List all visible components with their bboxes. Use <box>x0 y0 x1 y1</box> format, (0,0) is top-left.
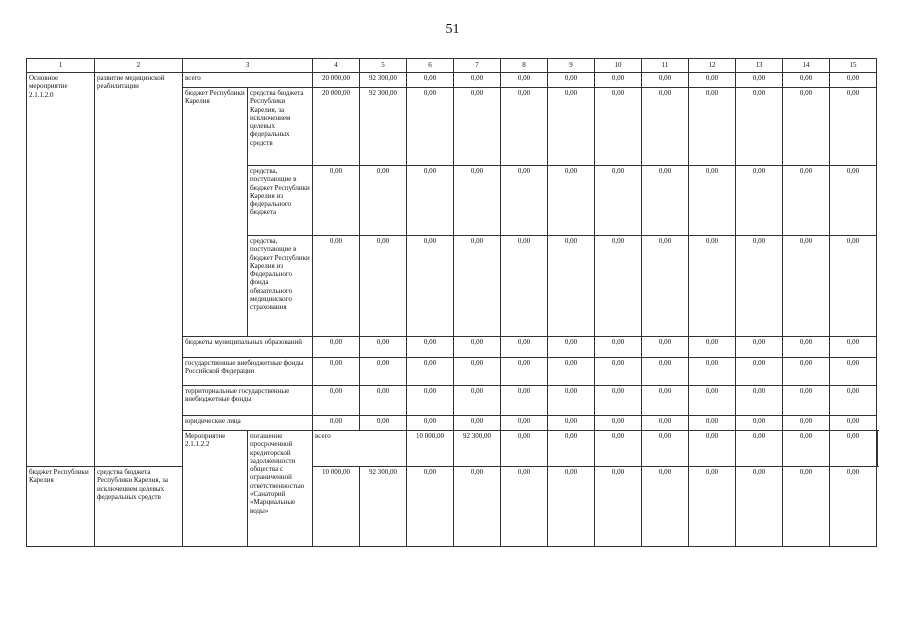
value-cell: 0,00 <box>454 416 501 431</box>
value-cell: 92 300,00 <box>454 431 501 467</box>
value-cell: 0,00 <box>501 88 548 166</box>
source-label: средства бюджета Республики Карелия, за исключением целевых федеральных средств <box>95 467 183 547</box>
value-cell: 0,00 <box>689 337 736 358</box>
value-cell: 0,00 <box>407 88 454 166</box>
value-cell: 0,00 <box>313 337 360 358</box>
value-cell: 0,00 <box>642 358 689 386</box>
value-cell: 0,00 <box>595 166 642 236</box>
value-cell: 0,00 <box>642 88 689 166</box>
value-cell: 0,00 <box>548 416 595 431</box>
value-cell: 0,00 <box>360 236 407 337</box>
source-label: юридические лица <box>183 416 313 431</box>
source-label: средства бюджета Республики Карелия, за исключением целевых федеральных средств <box>248 88 313 166</box>
source-label: средства, поступающие в бюджет Республики Карелия из федерального бюджета <box>248 166 313 236</box>
value-cell: 0,00 <box>830 431 877 467</box>
value-cell: 0,00 <box>548 88 595 166</box>
value-cell: 0,00 <box>548 73 595 88</box>
value-cell: 0,00 <box>736 337 783 358</box>
header-cell: 11 <box>642 59 689 73</box>
source-label: бюджеты муниципальных образований <box>183 337 313 358</box>
value-cell: 0,00 <box>830 166 877 236</box>
measure-name: Основное мероприятие 2.1.1.2.0 <box>27 73 95 467</box>
value-cell: 0,00 <box>501 236 548 337</box>
value-cell: 10 000,00 <box>313 467 360 547</box>
header-cell: 4 <box>313 59 360 73</box>
source-label: средства, поступающие в бюджет Республики Карелия из Федерального фонда обязательного медицинского страхования <box>248 236 313 337</box>
value-cell: 0,00 <box>454 337 501 358</box>
value-cell: 20 000,00 <box>313 73 360 88</box>
value-cell: 0,00 <box>642 386 689 416</box>
value-cell: 0,00 <box>501 467 548 547</box>
value-cell: 92 300,00 <box>360 467 407 547</box>
value-cell: 0,00 <box>736 431 783 467</box>
source-label: государственные внебюджетные фонды Российской Федерации <box>183 358 313 386</box>
value-cell: 0,00 <box>642 416 689 431</box>
value-cell: 0,00 <box>454 467 501 547</box>
value-cell: 0,00 <box>454 236 501 337</box>
value-cell: 0,00 <box>689 166 736 236</box>
value-cell: 0,00 <box>360 386 407 416</box>
header-cell: 6 <box>407 59 454 73</box>
value-cell: 0,00 <box>548 358 595 386</box>
value-cell: 0,00 <box>360 416 407 431</box>
value-cell: 0,00 <box>783 73 830 88</box>
value-cell: 0,00 <box>454 73 501 88</box>
header-cell: 15 <box>830 59 877 73</box>
value-cell: 0,00 <box>501 416 548 431</box>
header-cell: 12 <box>689 59 736 73</box>
value-cell: 0,00 <box>830 358 877 386</box>
value-cell: 0,00 <box>642 166 689 236</box>
value-cell: 0,00 <box>736 236 783 337</box>
value-cell: 0,00 <box>830 416 877 431</box>
value-cell: 0,00 <box>360 358 407 386</box>
value-cell: 0,00 <box>783 431 830 467</box>
value-cell: 0,00 <box>454 358 501 386</box>
value-cell: 0,00 <box>407 416 454 431</box>
value-cell: 0,00 <box>501 431 548 467</box>
value-cell: 0,00 <box>407 236 454 337</box>
value-cell: 0,00 <box>313 386 360 416</box>
value-cell: 0,00 <box>783 467 830 547</box>
header-cell: 7 <box>454 59 501 73</box>
value-cell: 0,00 <box>313 416 360 431</box>
table-row <box>27 467 878 547</box>
value-cell: 0,00 <box>689 358 736 386</box>
value-cell: 0,00 <box>736 467 783 547</box>
value-cell: 0,00 <box>783 166 830 236</box>
value-cell: 0,00 <box>736 88 783 166</box>
value-cell: 0,00 <box>830 88 877 166</box>
value-cell: 0,00 <box>595 358 642 386</box>
value-cell: 0,00 <box>454 386 501 416</box>
value-cell: 0,00 <box>548 166 595 236</box>
value-cell: 0,00 <box>783 386 830 416</box>
value-cell: 0,00 <box>736 73 783 88</box>
value-cell: 0,00 <box>595 73 642 88</box>
value-cell: 0,00 <box>548 386 595 416</box>
value-cell: 0,00 <box>407 467 454 547</box>
value-cell: 0,00 <box>689 416 736 431</box>
header-cell: 1 <box>27 59 95 73</box>
value-cell: 0,00 <box>595 337 642 358</box>
header-cell: 14 <box>783 59 830 73</box>
value-cell: 0,00 <box>407 73 454 88</box>
value-cell: 0,00 <box>689 431 736 467</box>
header-cell: 9 <box>548 59 595 73</box>
value-cell: 0,00 <box>501 358 548 386</box>
source-label: всего <box>313 431 407 467</box>
value-cell: 0,00 <box>595 431 642 467</box>
value-cell: 0,00 <box>830 337 877 358</box>
value-cell: 0,00 <box>736 386 783 416</box>
value-cell: 0,00 <box>407 386 454 416</box>
value-cell: 0,00 <box>689 386 736 416</box>
header-cell: 13 <box>736 59 783 73</box>
value-cell: 0,00 <box>736 416 783 431</box>
value-cell: 92 300,00 <box>360 88 407 166</box>
value-cell: 0,00 <box>830 73 877 88</box>
value-cell: 0,00 <box>454 88 501 166</box>
value-cell: 0,00 <box>407 337 454 358</box>
header-cell: 5 <box>360 59 407 73</box>
value-cell: 0,00 <box>830 467 877 547</box>
value-cell: 0,00 <box>407 166 454 236</box>
value-cell: 0,00 <box>736 358 783 386</box>
value-cell: 0,00 <box>642 467 689 547</box>
value-cell: 0,00 <box>642 236 689 337</box>
value-cell: 0,00 <box>313 236 360 337</box>
value-cell: 0,00 <box>313 358 360 386</box>
value-cell: 0,00 <box>689 467 736 547</box>
header-cell: 3 <box>183 59 313 73</box>
budget-label: бюджет Республики Карелия <box>183 88 248 337</box>
value-cell: 0,00 <box>595 467 642 547</box>
value-cell: 0,00 <box>501 337 548 358</box>
value-cell: 0,00 <box>595 386 642 416</box>
value-cell: 0,00 <box>501 166 548 236</box>
value-cell: 0,00 <box>642 337 689 358</box>
value-cell: 0,00 <box>783 88 830 166</box>
budget-label: бюджет Республики Карелия <box>27 467 95 547</box>
source-label: всего <box>183 73 313 88</box>
value-cell: 0,00 <box>689 88 736 166</box>
value-cell: 0,00 <box>595 88 642 166</box>
table-row <box>27 73 878 88</box>
value-cell: 0,00 <box>407 358 454 386</box>
header-row <box>27 59 878 73</box>
value-cell: 0,00 <box>548 467 595 547</box>
value-cell: 20 000,00 <box>313 88 360 166</box>
header-cell: 8 <box>501 59 548 73</box>
value-cell: 0,00 <box>642 73 689 88</box>
value-cell: 0,00 <box>595 236 642 337</box>
value-cell: 0,00 <box>642 431 689 467</box>
measure-description: развитие медицинской реабилитации <box>95 73 183 467</box>
value-cell: 0,00 <box>783 337 830 358</box>
value-cell: 10 000,00 <box>407 431 454 467</box>
value-cell: 0,00 <box>783 416 830 431</box>
value-cell: 0,00 <box>595 416 642 431</box>
value-cell: 0,00 <box>501 386 548 416</box>
value-cell <box>877 431 878 467</box>
measure-description: погашение просроченной кредиторской задолженности общества с ограниченной ответственностью «Санаторий «Марциальные воды» <box>248 431 313 547</box>
value-cell: 0,00 <box>830 386 877 416</box>
value-cell: 0,00 <box>830 236 877 337</box>
measure-name: Мероприятие 2.1.1.2.2 <box>183 431 248 547</box>
value-cell: 0,00 <box>548 337 595 358</box>
value-cell: 0,00 <box>736 166 783 236</box>
value-cell: 0,00 <box>548 431 595 467</box>
value-cell: 0,00 <box>313 166 360 236</box>
value-cell: 0,00 <box>360 337 407 358</box>
value-cell: 0,00 <box>689 236 736 337</box>
value-cell: 0,00 <box>783 236 830 337</box>
value-cell: 0,00 <box>548 236 595 337</box>
value-cell: 0,00 <box>783 358 830 386</box>
value-cell: 0,00 <box>454 166 501 236</box>
value-cell: 0,00 <box>501 73 548 88</box>
value-cell: 0,00 <box>360 166 407 236</box>
header-cell: 10 <box>595 59 642 73</box>
page-number: 51 <box>445 22 460 37</box>
header-cell: 2 <box>95 59 183 73</box>
value-cell: 0,00 <box>689 73 736 88</box>
source-label: территориальные государственные внебюджетные фонды <box>183 386 313 416</box>
finance-table <box>26 58 878 547</box>
value-cell: 92 300,00 <box>360 73 407 88</box>
